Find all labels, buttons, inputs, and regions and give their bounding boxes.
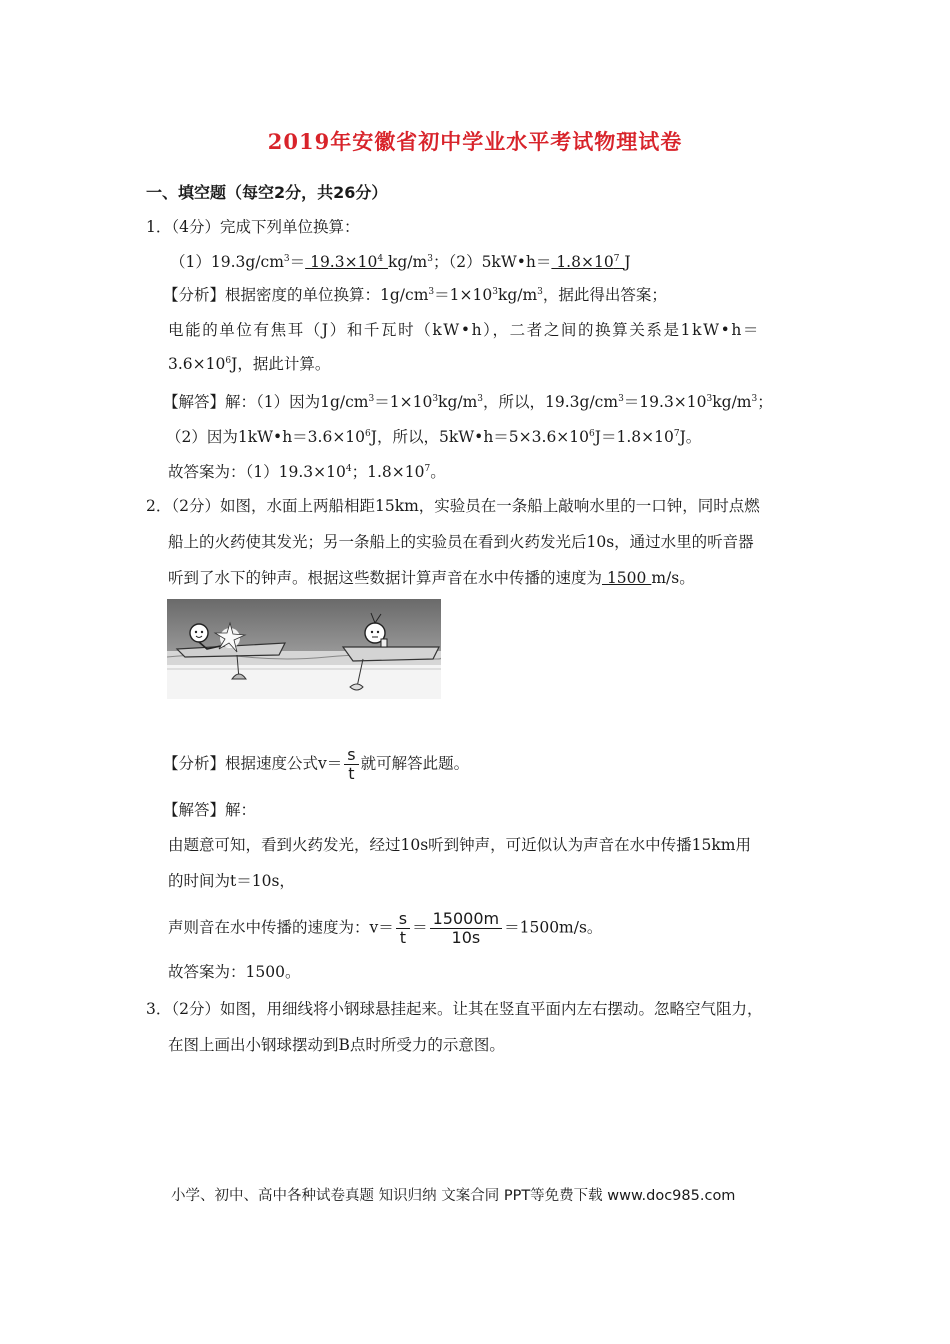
q1-answer-1: $19.3\times 10^4$ [305,253,384,271]
fraction-s-over-t-2: $\frac{s}{t}$ [396,910,410,947]
two-boats-illustration [167,599,441,699]
page-footer: 小学、初中、高中各种试卷真题 知识归纳 文案合同 PPT等免费下载 www.doc985.com [171,1188,736,1204]
page-title: 2019年安徽省初中学业水平考试物理试卷 [267,129,683,154]
q2-solution-head: 【解答】解： [163,801,257,819]
q1-solution-1: 【解答】解：（1）因为$1g/cm^3=1\times 10^3kg/m^3$，所以，$19.3g/cm^3=19.3\times 10^3kg/m^3$； [163,393,773,411]
q1-final-answer: 故答案为：$(1)19.3\times 10^4$；$1.8\times 10^7$。 [168,463,446,481]
q1-analysis-1: 【分析】根据密度的单位换算：$1g/cm^3=1\times 10^3kg/m^3$，据此得出答案； [163,286,667,304]
q2-solution-3: 声则音在水中传播的速度为：v＝ $\frac{s}{t}$ ＝ $\frac{15000m}{10s}$ ＝1500m/s。 [168,909,603,947]
q2-solution-2: 的时间为t＝10s， [168,872,295,890]
q1-line1: $(1)19.3g/cm^3= 19.3\times 10^4$ $kg/m^3$；（2）5kW•h＝ $1.8\times 10^7$ J [170,253,631,271]
fraction-s-over-t: $\frac{s}{t}$ [344,746,358,783]
q1-answer-2: $1.8\times 10^7$ [551,253,620,271]
q2-line2: 船上的火药使其发光；另一条船上的实验员在看到火药发光后10s，通过水里的听音器 [168,533,754,551]
q2-line3: 听到了水下的钟声。根据这些数据计算声音在水中传播的速度为 1500 m/s。 [168,569,695,587]
q2-solution-1: 由题意可知，看到火药发光，经过10s听到钟声，可近似认为声音在水中传播15km用 [168,836,751,854]
q1-head: 1．（4分）完成下列单位换算： [146,218,360,236]
q1-solution-2: （2）因为$1kW•h=3.6\times 10^6J$，所以，$5kW•h=5\times 3.6\times 10^6J=1.8\times 10^7J$。 [166,428,702,446]
q1-analysis-2: 电能的单位有焦耳（J）和千瓦时（kW•h），二者之间的换算关系是1kW•h＝ [168,321,761,339]
q2-line1: 2．（2分）如图，水面上两船相距15km，实验员在一条船上敲响水里的一口钟，同时点燃 [146,497,760,515]
section-heading: 一、填空题（每空2分，共26分） [146,183,388,202]
q2-answer: 1500 [602,569,652,587]
q3-line2: 在图上画出小钢球摆动到B点时所受力的示意图。 [168,1036,505,1054]
q3-line1: 3．（2分）如图，用细线将小钢球悬挂起来。让其在竖直平面内左右摆动。忽略空气阻力， [146,1000,763,1018]
q2-final-answer: 故答案为：1500。 [168,963,301,981]
q2-analysis: 【分析】根据速度公式v＝ $\frac{s}{t}$ 就可解答此题。 [163,745,470,783]
q1-analysis-3: $3.6\times 10^6J$，据此计算。 [168,355,331,373]
fraction-15000m-over-10s: $\frac{15000m}{10s}$ [430,910,502,947]
